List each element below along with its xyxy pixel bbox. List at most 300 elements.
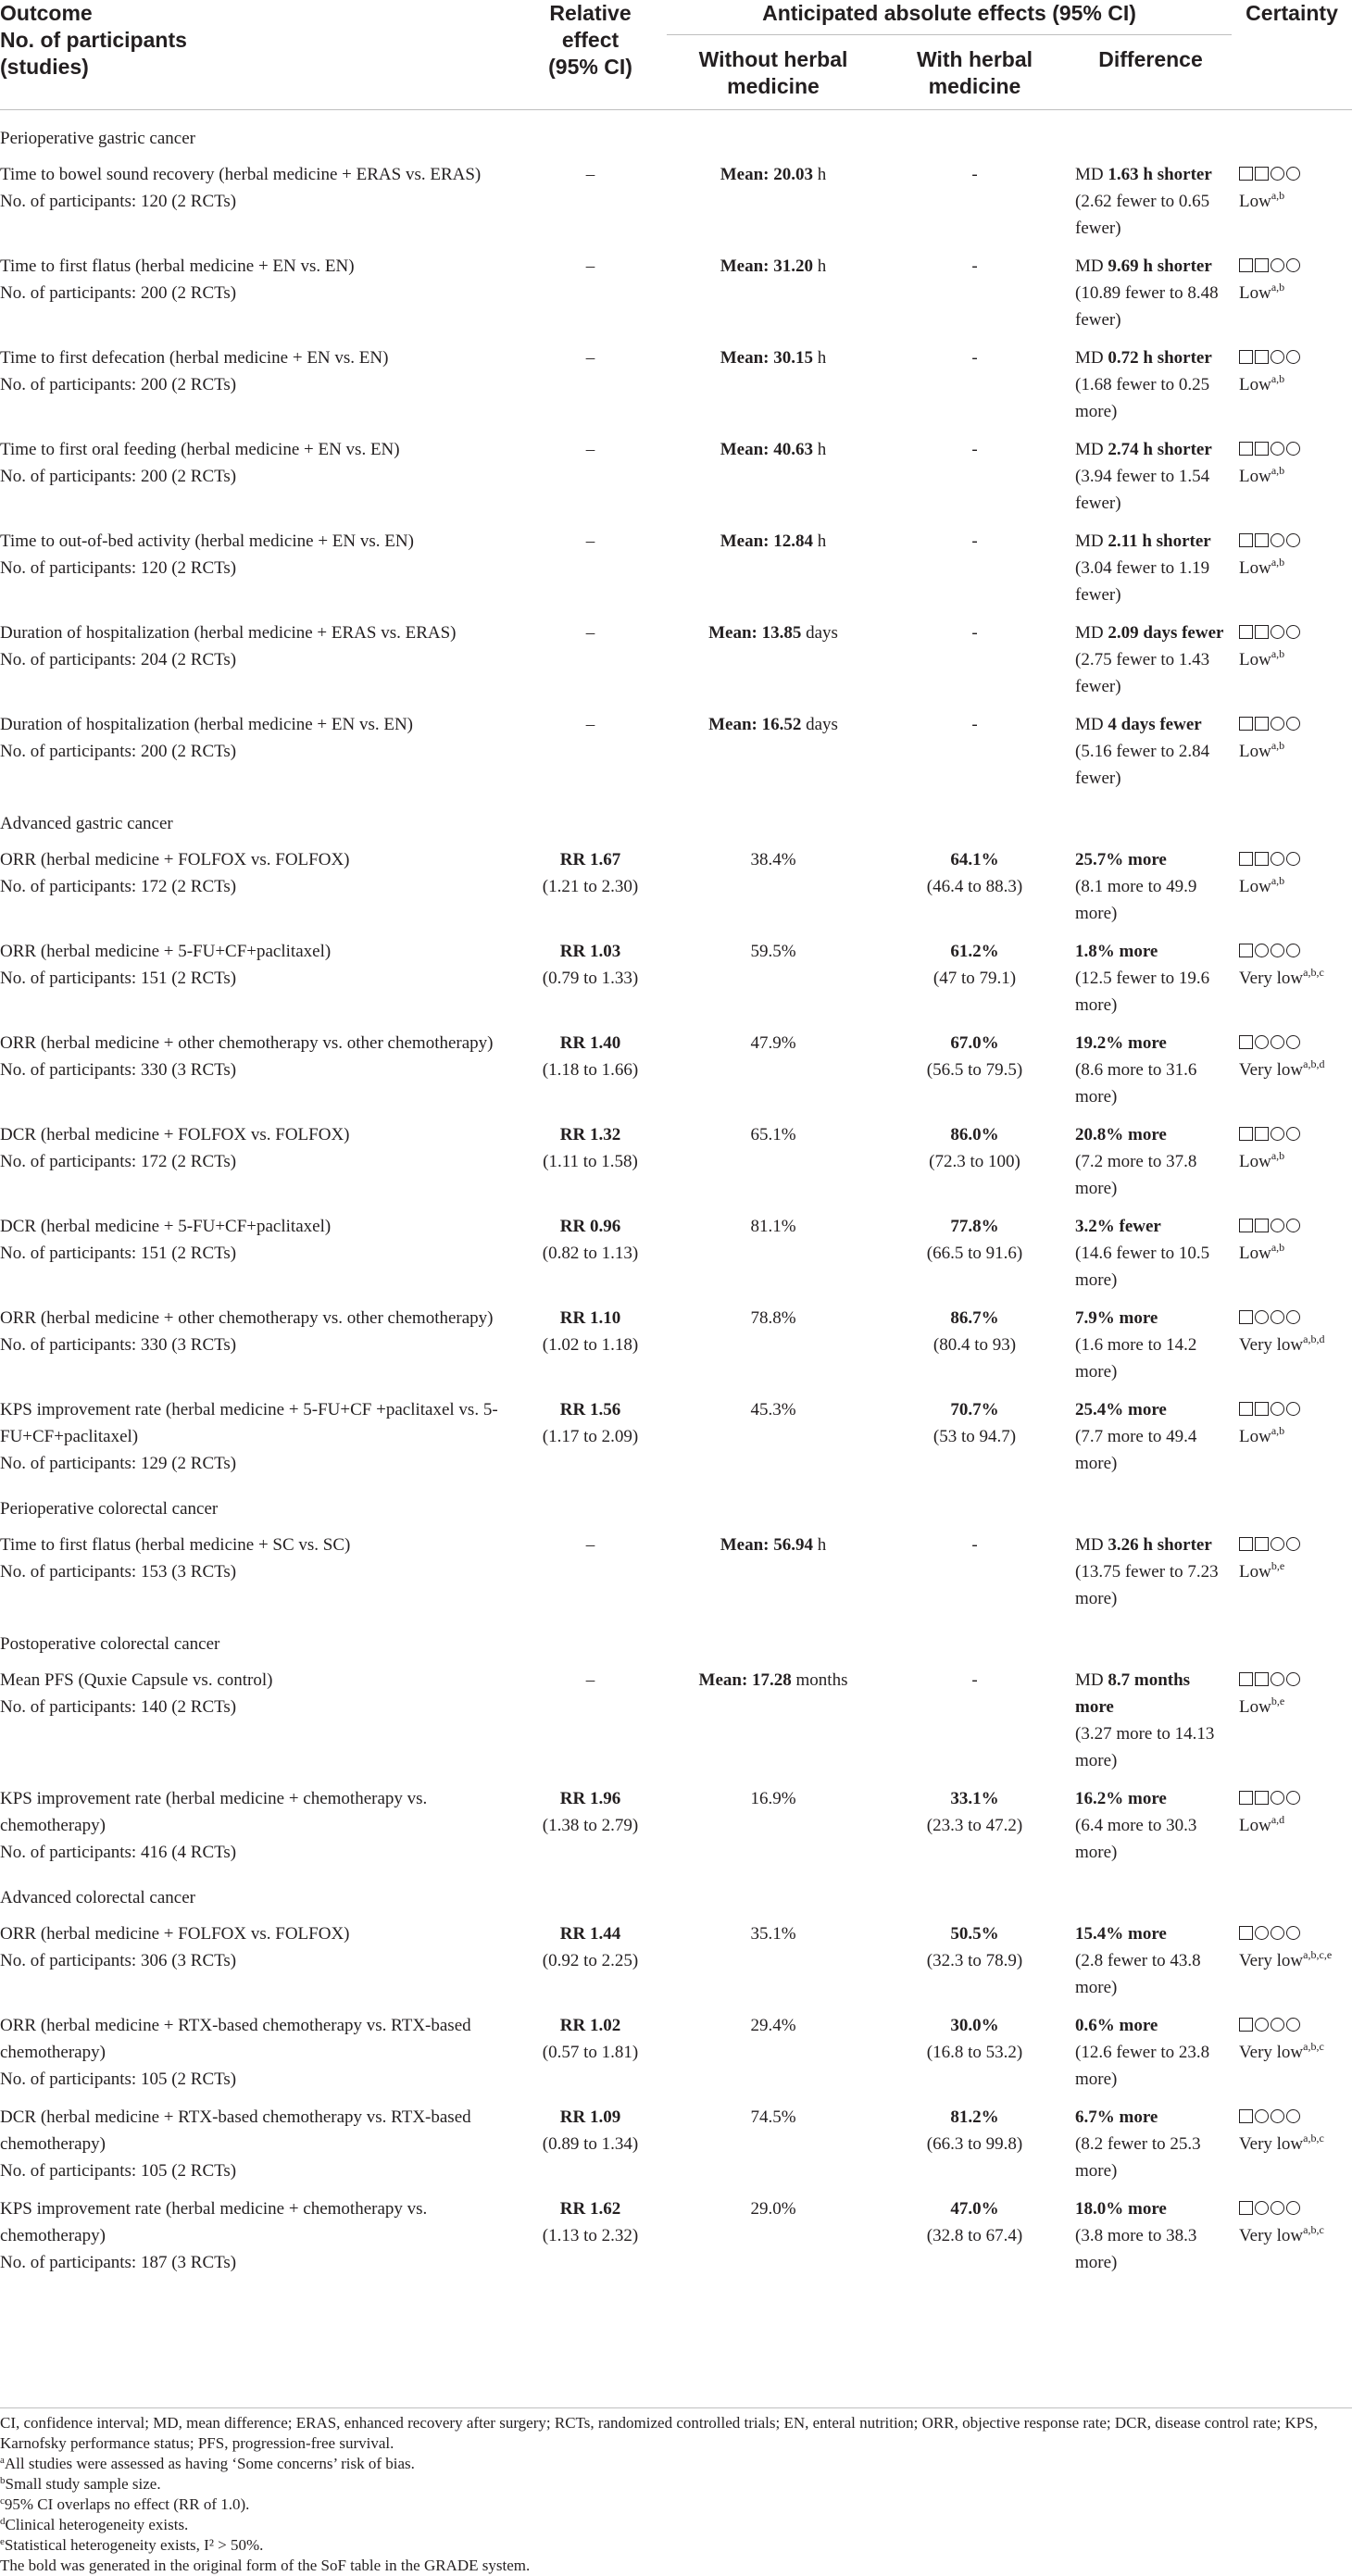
certainty-cell bbox=[1232, 247, 1352, 339]
relative-effect-cell bbox=[514, 1391, 667, 1482]
header-relative-effect: Relative effect (95% CI) bbox=[514, 0, 667, 110]
empty-circle-icon bbox=[1271, 1402, 1284, 1416]
rr-value: RR 1.96 bbox=[559, 1789, 621, 1808]
relative-effect-ci: – bbox=[585, 165, 595, 184]
rr-value: RR 1.32 bbox=[559, 1125, 621, 1144]
with-value bbox=[883, 1920, 1066, 1947]
with-value-ci: - bbox=[971, 348, 978, 368]
with-value-ci: (66.5 to 91.6) bbox=[926, 1244, 1023, 1263]
with-value-ci: (32.3 to 78.9) bbox=[926, 1951, 1023, 1970]
empty-circle-icon bbox=[1286, 350, 1300, 364]
relative-effect-cell bbox=[514, 1116, 667, 1207]
certainty-footnote-marks: a,b bbox=[1271, 556, 1285, 569]
with-herbal-cell bbox=[880, 1116, 1070, 1207]
outcome-label: Time to first flatus (herbal medicine + SC vs. SC) bbox=[0, 1535, 351, 1555]
certainty-rating-icon bbox=[1239, 850, 1302, 869]
without-herbal-cell bbox=[667, 1526, 880, 1618]
filled-square-icon bbox=[1255, 1219, 1269, 1232]
with-value-ci: (80.4 to 93) bbox=[933, 1335, 1017, 1355]
difference-bold: 2.74 h shorter bbox=[1108, 440, 1212, 459]
certainty-footnote-marks: a,b bbox=[1271, 1241, 1285, 1254]
certainty-label bbox=[1239, 2039, 1348, 2066]
difference-cell bbox=[1070, 1661, 1232, 1780]
relative-effect-cell bbox=[514, 1207, 667, 1299]
with-value bbox=[883, 2012, 1066, 2039]
table-row bbox=[0, 1299, 1352, 1391]
certainty-label bbox=[1239, 873, 1348, 900]
without-value: months bbox=[791, 1670, 848, 1690]
certainty-text: Very low bbox=[1239, 2226, 1304, 2245]
empty-circle-icon bbox=[1271, 625, 1284, 639]
with-value bbox=[883, 1213, 1066, 1240]
certainty-footnote-marks: a,b bbox=[1271, 874, 1285, 887]
empty-circle-icon bbox=[1286, 1402, 1300, 1416]
with-value-bold: 67.0% bbox=[950, 1033, 999, 1053]
certainty-label bbox=[1239, 1423, 1348, 1450]
outcome-label: Duration of hospitalization (herbal medicine + EN vs. EN) bbox=[0, 715, 414, 734]
certainty-rating-icon bbox=[1239, 1125, 1302, 1144]
with-value-ci: (23.3 to 47.2) bbox=[926, 1816, 1023, 1835]
difference-bold: 15.4% more bbox=[1075, 1924, 1167, 1944]
empty-circle-icon bbox=[1286, 2109, 1300, 2123]
certainty-text: Low bbox=[1239, 192, 1271, 211]
table-row bbox=[0, 522, 1352, 614]
with-value-ci: (56.5 to 79.5) bbox=[926, 1060, 1023, 1080]
filled-square-icon bbox=[1239, 2109, 1253, 2123]
certainty-footnote-marks: a,b bbox=[1271, 739, 1285, 752]
certainty-rating-icon bbox=[1239, 623, 1302, 643]
certainty-cell bbox=[1232, 2190, 1352, 2282]
certainty-label bbox=[1239, 463, 1348, 490]
outcome-cell bbox=[0, 932, 514, 1024]
difference-bold: 9.69 h shorter bbox=[1108, 256, 1212, 276]
with-value-bold: 86.7% bbox=[950, 1308, 999, 1328]
difference-ci: (8.1 more to 49.9 more) bbox=[1075, 877, 1197, 923]
certainty-label bbox=[1239, 738, 1348, 765]
with-herbal-cell bbox=[880, 522, 1070, 614]
table-body bbox=[0, 110, 1352, 2282]
relative-effect-ci: – bbox=[585, 1535, 595, 1555]
outcome-cell bbox=[0, 2190, 514, 2282]
empty-circle-icon bbox=[1271, 1310, 1284, 1324]
outcome-label: Duration of hospitalization (herbal medicine + ERAS vs. ERAS) bbox=[0, 623, 457, 643]
relative-effect-cell bbox=[514, 932, 667, 1024]
relative-effect-ci: (1.21 to 2.30) bbox=[542, 877, 639, 896]
outcome-label: DCR (herbal medicine + RTX-based chemotherapy vs. RTX-based chemotherapy) bbox=[0, 2107, 471, 2154]
with-herbal-cell bbox=[880, 431, 1070, 522]
difference-bold: 8.7 months more bbox=[1075, 1670, 1191, 1717]
without-value: h bbox=[813, 256, 827, 276]
outcome-cell bbox=[0, 1024, 514, 1116]
certainty-label bbox=[1239, 555, 1348, 581]
certainty-cell bbox=[1232, 339, 1352, 431]
certainty-footnote-marks: b,e bbox=[1271, 1694, 1285, 1707]
without-value: 29.0% bbox=[750, 2199, 796, 2219]
certainty-label bbox=[1239, 1332, 1348, 1358]
difference-ci: (3.8 more to 38.3 more) bbox=[1075, 2226, 1197, 2272]
relative-effect-cell bbox=[514, 247, 667, 339]
difference-cell bbox=[1070, 1024, 1232, 1116]
relative-effect-value bbox=[518, 1030, 663, 1057]
empty-circle-icon bbox=[1286, 852, 1300, 866]
difference-ci: (8.6 more to 31.6 more) bbox=[1075, 1060, 1197, 1107]
empty-circle-icon bbox=[1286, 944, 1300, 957]
filled-square-icon bbox=[1239, 1035, 1253, 1049]
certainty-cell bbox=[1232, 431, 1352, 522]
with-herbal-cell bbox=[880, 1207, 1070, 1299]
empty-circle-icon bbox=[1271, 1791, 1284, 1805]
difference-bold: 0.6% more bbox=[1075, 2016, 1158, 2035]
relative-effect-ci: (0.89 to 1.34) bbox=[542, 2134, 639, 2154]
section-row bbox=[0, 1871, 1352, 1915]
without-herbal-cell bbox=[667, 1915, 880, 2007]
empty-circle-icon bbox=[1271, 2018, 1284, 2032]
participants-label: No. of participants: 105 (2 RCTs) bbox=[0, 2161, 237, 2181]
table-row bbox=[0, 2098, 1352, 2190]
empty-circle-icon bbox=[1271, 852, 1284, 866]
with-herbal-cell bbox=[880, 156, 1070, 247]
table-row bbox=[0, 431, 1352, 522]
certainty-footnote-marks: b,e bbox=[1271, 1559, 1285, 1572]
without-herbal-cell bbox=[667, 841, 880, 932]
without-value: h bbox=[813, 1535, 827, 1555]
with-value-bold: 33.1% bbox=[950, 1789, 999, 1808]
difference-value bbox=[1075, 1789, 1167, 1808]
filled-square-icon bbox=[1239, 1791, 1253, 1805]
without-herbal-cell bbox=[667, 1299, 880, 1391]
outcome-label: Time to first defecation (herbal medicine + EN vs. EN) bbox=[0, 348, 389, 368]
with-herbal-cell bbox=[880, 1780, 1070, 1871]
empty-circle-icon bbox=[1286, 1310, 1300, 1324]
outcome-cell bbox=[0, 339, 514, 431]
certainty-text: Low bbox=[1239, 467, 1271, 486]
footnote-bold-note: The bold was generated in the original form of the SoF table in the GRADE system. bbox=[0, 2557, 531, 2574]
certainty-rating-icon bbox=[1239, 1400, 1302, 1419]
filled-square-icon bbox=[1239, 717, 1253, 731]
relative-effect-cell bbox=[514, 841, 667, 932]
filled-square-icon bbox=[1255, 1402, 1269, 1416]
difference-ci: (6.4 more to 30.3 more) bbox=[1075, 1816, 1197, 1862]
certainty-label bbox=[1239, 1812, 1348, 1839]
difference-bold: 20.8% more bbox=[1075, 1125, 1167, 1144]
with-value-ci: - bbox=[971, 715, 978, 734]
empty-circle-icon bbox=[1286, 258, 1300, 272]
difference-cell bbox=[1070, 431, 1232, 522]
empty-circle-icon bbox=[1286, 1926, 1300, 1940]
rr-value: RR 1.40 bbox=[559, 1033, 621, 1053]
difference-ci: (3.94 fewer to 1.54 fewer) bbox=[1075, 467, 1210, 513]
empty-circle-icon bbox=[1271, 1537, 1284, 1551]
difference-cell bbox=[1070, 2007, 1232, 2098]
difference-value bbox=[1075, 348, 1212, 368]
relative-effect-cell bbox=[514, 706, 667, 797]
table-row bbox=[0, 1915, 1352, 2007]
mean-value: Mean: 30.15 bbox=[720, 348, 813, 368]
certainty-label bbox=[1239, 188, 1348, 215]
difference-cell bbox=[1070, 156, 1232, 247]
without-value: 29.4% bbox=[750, 2016, 796, 2035]
difference-cell bbox=[1070, 1116, 1232, 1207]
difference-cell bbox=[1070, 841, 1232, 932]
with-value-bold: 81.2% bbox=[950, 2107, 999, 2127]
certainty-text: Low bbox=[1239, 1697, 1271, 1717]
participants-label: No. of participants: 204 (2 RCTs) bbox=[0, 650, 237, 669]
footnote-text: All studies were assessed as having ‘Some concerns’ risk of bias. bbox=[4, 2455, 415, 2472]
relative-effect-value bbox=[518, 1920, 663, 1947]
outcome-label: ORR (herbal medicine + other chemotherapy vs. other chemotherapy) bbox=[0, 1308, 494, 1328]
certainty-rating-icon bbox=[1239, 715, 1302, 734]
difference-ci: (1.6 more to 14.2 more) bbox=[1075, 1335, 1197, 1382]
mean-value: Mean: 12.84 bbox=[720, 531, 813, 551]
empty-circle-icon bbox=[1271, 717, 1284, 731]
with-value-bold: 50.5% bbox=[950, 1924, 999, 1944]
difference-ci: (1.68 fewer to 0.25 more) bbox=[1075, 375, 1210, 421]
participants-label: No. of participants: 416 (4 RCTs) bbox=[0, 1843, 237, 1862]
footnote-item bbox=[0, 2535, 1352, 2556]
difference-value bbox=[1075, 2016, 1158, 2035]
certainty-footnote-marks: a,b,c bbox=[1303, 2132, 1324, 2145]
relative-effect-ci: (0.79 to 1.33) bbox=[542, 969, 639, 988]
rr-value: RR 1.56 bbox=[559, 1400, 621, 1419]
with-value-ci: - bbox=[971, 256, 978, 276]
certainty-text: Very low bbox=[1239, 1335, 1304, 1355]
mean-value: Mean: 13.85 bbox=[708, 623, 802, 643]
certainty-cell bbox=[1232, 614, 1352, 706]
certainty-rating-icon bbox=[1239, 165, 1302, 184]
outcome-cell bbox=[0, 1391, 514, 1482]
with-herbal-cell bbox=[880, 1661, 1070, 1780]
with-value-bold: 61.2% bbox=[950, 942, 999, 961]
table-row bbox=[0, 614, 1352, 706]
certainty-text: Low bbox=[1239, 283, 1271, 303]
table-row bbox=[0, 1116, 1352, 1207]
empty-circle-icon bbox=[1286, 1127, 1300, 1141]
with-value-ci: - bbox=[971, 1535, 978, 1555]
rr-value: RR 1.10 bbox=[559, 1308, 621, 1328]
empty-circle-icon bbox=[1271, 350, 1284, 364]
without-value: 65.1% bbox=[750, 1125, 796, 1144]
empty-circle-icon bbox=[1286, 1672, 1300, 1686]
empty-circle-icon bbox=[1286, 1537, 1300, 1551]
with-value-ci: (16.8 to 53.2) bbox=[926, 2043, 1023, 2062]
without-value: days bbox=[801, 623, 838, 643]
difference-ci: (2.8 fewer to 43.8 more) bbox=[1075, 1951, 1201, 1997]
outcome-cell bbox=[0, 1661, 514, 1780]
difference-prefix: MD bbox=[1075, 440, 1108, 459]
empty-circle-icon bbox=[1286, 625, 1300, 639]
difference-value bbox=[1075, 1125, 1167, 1144]
relative-effect-cell bbox=[514, 614, 667, 706]
with-value-bold: 64.1% bbox=[950, 850, 999, 869]
difference-ci: (7.2 more to 37.8 more) bbox=[1075, 1152, 1197, 1198]
certainty-footnote-marks: a,b,c bbox=[1303, 2223, 1324, 2236]
empty-circle-icon bbox=[1271, 167, 1284, 181]
without-herbal-cell bbox=[667, 706, 880, 797]
relative-effect-ci: – bbox=[585, 531, 595, 551]
relative-effect-value bbox=[518, 1121, 663, 1148]
difference-value bbox=[1075, 2199, 1167, 2219]
table-row bbox=[0, 156, 1352, 247]
difference-value bbox=[1075, 1033, 1167, 1053]
with-herbal-cell bbox=[880, 2190, 1070, 2282]
relative-effect-value bbox=[518, 938, 663, 965]
without-value: 81.1% bbox=[750, 1217, 796, 1236]
participants-label: No. of participants: 129 (2 RCTs) bbox=[0, 1454, 237, 1473]
with-value-ci: - bbox=[971, 531, 978, 551]
difference-value bbox=[1075, 715, 1202, 734]
certainty-footnote-marks: a,b bbox=[1271, 189, 1285, 202]
difference-cell bbox=[1070, 2098, 1232, 2190]
empty-circle-icon bbox=[1271, 442, 1284, 456]
section-row bbox=[0, 1618, 1352, 1661]
difference-ci: (5.16 fewer to 2.84 fewer) bbox=[1075, 742, 1210, 788]
relative-effect-ci: (1.13 to 2.32) bbox=[542, 2226, 639, 2245]
relative-effect-ci: (1.11 to 1.58) bbox=[543, 1152, 638, 1171]
certainty-cell bbox=[1232, 932, 1352, 1024]
empty-circle-icon bbox=[1271, 533, 1284, 547]
table-row bbox=[0, 2190, 1352, 2282]
without-herbal-cell bbox=[667, 614, 880, 706]
relative-effect-cell bbox=[514, 1780, 667, 1871]
certainty-cell bbox=[1232, 1116, 1352, 1207]
difference-bold: 4 days fewer bbox=[1108, 715, 1202, 734]
with-herbal-cell bbox=[880, 1024, 1070, 1116]
certainty-rating-icon bbox=[1239, 348, 1302, 368]
relative-effect-value bbox=[518, 1785, 663, 1812]
certainty-text: Low bbox=[1239, 742, 1271, 761]
participants-label: No. of participants: 151 (2 RCTs) bbox=[0, 969, 237, 988]
with-value-bold: 30.0% bbox=[950, 2016, 999, 2035]
outcome-label: Time to bowel sound recovery (herbal medicine + ERAS vs. ERAS) bbox=[0, 165, 482, 184]
certainty-label bbox=[1239, 1148, 1348, 1175]
outcome-label: KPS improvement rate (herbal medicine + chemotherapy vs. chemotherapy) bbox=[0, 2199, 428, 2245]
table-row bbox=[0, 706, 1352, 797]
difference-cell bbox=[1070, 339, 1232, 431]
with-value bbox=[883, 846, 1066, 873]
table-row bbox=[0, 1526, 1352, 1618]
empty-circle-icon bbox=[1286, 1035, 1300, 1049]
without-herbal-cell bbox=[667, 2007, 880, 2098]
relative-effect-ci: – bbox=[585, 1670, 595, 1690]
outcome-cell bbox=[0, 522, 514, 614]
without-herbal-cell bbox=[667, 247, 880, 339]
without-value: 74.5% bbox=[750, 2107, 796, 2127]
table-row bbox=[0, 841, 1352, 932]
section-row bbox=[0, 1482, 1352, 1526]
header-outcome: Outcome No. of participants (studies) bbox=[0, 0, 514, 110]
difference-bold: 1.8% more bbox=[1075, 942, 1158, 961]
empty-circle-icon bbox=[1286, 533, 1300, 547]
mean-value: Mean: 20.03 bbox=[720, 165, 813, 184]
certainty-text: Low bbox=[1239, 375, 1271, 394]
empty-circle-icon bbox=[1271, 2109, 1284, 2123]
difference-value bbox=[1075, 1670, 1190, 1717]
with-value bbox=[883, 2195, 1066, 2222]
participants-label: No. of participants: 172 (2 RCTs) bbox=[0, 1152, 237, 1171]
certainty-rating-icon bbox=[1239, 1033, 1302, 1053]
participants-label: No. of participants: 151 (2 RCTs) bbox=[0, 1244, 237, 1263]
outcome-cell bbox=[0, 614, 514, 706]
footnote-item bbox=[0, 2495, 1352, 2515]
certainty-rating-icon bbox=[1239, 1789, 1302, 1808]
without-herbal-cell bbox=[667, 1207, 880, 1299]
outcome-label: KPS improvement rate (herbal medicine + chemotherapy vs. chemotherapy) bbox=[0, 1789, 428, 1835]
with-value bbox=[883, 1121, 1066, 1148]
relative-effect-cell bbox=[514, 522, 667, 614]
certainty-cell bbox=[1232, 1024, 1352, 1116]
outcome-cell bbox=[0, 1116, 514, 1207]
empty-circle-icon bbox=[1255, 2201, 1269, 2215]
outcome-cell bbox=[0, 1207, 514, 1299]
empty-circle-icon bbox=[1271, 1127, 1284, 1141]
difference-value bbox=[1075, 256, 1212, 276]
difference-value bbox=[1075, 165, 1212, 184]
outcome-label: KPS improvement rate (herbal medicine + 5-FU+CF +paclitaxel vs. 5-FU+CF+paclitaxel) bbox=[0, 1400, 498, 1446]
certainty-footnote-marks: a,b,c bbox=[1303, 2040, 1324, 2053]
relative-effect-ci: – bbox=[585, 623, 595, 643]
without-value: 59.5% bbox=[750, 942, 796, 961]
relative-effect-ci: (1.02 to 1.18) bbox=[542, 1335, 639, 1355]
without-value: h bbox=[813, 165, 827, 184]
certainty-cell bbox=[1232, 156, 1352, 247]
relative-effect-cell bbox=[514, 1526, 667, 1618]
without-value: 16.9% bbox=[750, 1789, 796, 1808]
participants-label: No. of participants: 200 (2 RCTs) bbox=[0, 375, 237, 394]
without-value: 38.4% bbox=[750, 850, 796, 869]
difference-value bbox=[1075, 440, 1212, 459]
certainty-footnote-marks: a,b bbox=[1271, 1149, 1285, 1162]
relative-effect-value bbox=[518, 2012, 663, 2039]
section-row bbox=[0, 110, 1352, 156]
outcome-label: ORR (herbal medicine + FOLFOX vs. FOLFOX) bbox=[0, 850, 350, 869]
difference-value bbox=[1075, 623, 1223, 643]
table-row bbox=[0, 1207, 1352, 1299]
filled-square-icon bbox=[1255, 1672, 1269, 1686]
difference-bold: 6.7% more bbox=[1075, 2107, 1158, 2127]
empty-circle-icon bbox=[1271, 1219, 1284, 1232]
rr-value: RR 1.02 bbox=[559, 2016, 621, 2035]
certainty-rating-icon bbox=[1239, 531, 1302, 551]
empty-circle-icon bbox=[1271, 1672, 1284, 1686]
certainty-label bbox=[1239, 1558, 1348, 1585]
certainty-footnote-marks: a,b,d bbox=[1303, 1332, 1325, 1345]
with-herbal-cell bbox=[880, 1526, 1070, 1618]
certainty-cell bbox=[1232, 1915, 1352, 2007]
outcome-cell bbox=[0, 2098, 514, 2190]
difference-value bbox=[1075, 1924, 1167, 1944]
filled-square-icon bbox=[1239, 2018, 1253, 2032]
table-row bbox=[0, 1661, 1352, 1780]
participants-label: No. of participants: 105 (2 RCTs) bbox=[0, 2070, 237, 2089]
with-herbal-cell bbox=[880, 841, 1070, 932]
filled-square-icon bbox=[1239, 625, 1253, 639]
certainty-footnote-marks: a,b,c bbox=[1303, 966, 1324, 979]
certainty-rating-icon bbox=[1239, 1924, 1302, 1944]
empty-circle-icon bbox=[1286, 442, 1300, 456]
footnote-text: 95% CI overlaps no effect (RR of 1.0). bbox=[4, 2495, 250, 2513]
empty-circle-icon bbox=[1271, 2201, 1284, 2215]
relative-effect-value bbox=[518, 1213, 663, 1240]
with-herbal-cell bbox=[880, 1299, 1070, 1391]
empty-circle-icon bbox=[1286, 717, 1300, 731]
difference-ci: (14.6 fewer to 10.5 more) bbox=[1075, 1244, 1210, 1290]
relative-effect-cell bbox=[514, 431, 667, 522]
mean-value: Mean: 16.52 bbox=[708, 715, 802, 734]
empty-circle-icon bbox=[1271, 1926, 1284, 1940]
footnote-item bbox=[0, 2454, 1352, 2474]
without-herbal-cell bbox=[667, 522, 880, 614]
difference-prefix: MD bbox=[1075, 1670, 1108, 1690]
